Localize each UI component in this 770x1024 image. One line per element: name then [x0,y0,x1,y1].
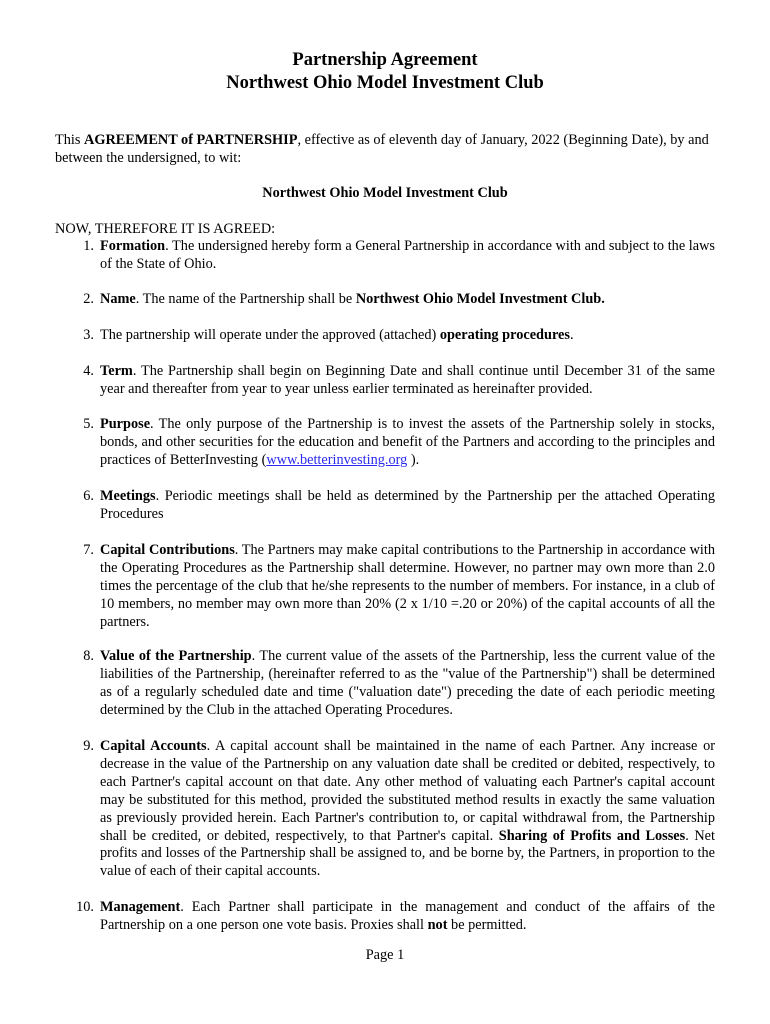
document-title: Partnership Agreement [292,50,478,70]
item-number: 1. [83,238,94,254]
item-text: . The name of the Partnership shall be [135,291,356,307]
list-item [55,291,715,309]
item-bold-text: operating procedures [439,327,570,343]
item-number: 3. [83,327,94,343]
list-item [55,542,715,632]
list-item [55,363,715,399]
item-bold-text: Northwest Ohio Model Investment Club. [355,291,605,307]
item-text: . A capital account shall be maintained in the name of each Partner. Any increase or decrease in the value of the Partnership on any valuation date shall be credited or debited, respectively, to each Partner's capital account on that date. Any other method of valuating each Partner's capital account may be substituted for this method, provided the substituted method results in exactly the same valuation as previously provided herein. Each Partner's contribution to, or capital withdrawal from, the Partnership shall be credited, or debited, respectively, to that Partner's capital. [100,738,715,844]
item-heading: Capital Accounts [100,738,207,754]
intro-rest: , effective as of eleventh day of January, 2022 (Beginning Date), by and between the undersigned, to wit: [55,132,709,166]
item-number: 6. [83,488,94,504]
item-number: 5. [83,416,94,432]
item-number: 10. [76,899,94,915]
item-heading: Purpose [100,416,151,432]
item-text: . The Partners may make capital contributions to the Partnership in accordance with the Operating Procedures as the Partnership shall determine. However, no partner may own more than 2.0 times the percentage of the club that he/she represents to the number of members. For instance, in a club of 10 members, no member may own more than 20% (2 x 1/10 =.20 or 20%) of the capital accounts of all the partners. [100,542,715,630]
betterinvesting-link[interactable]: www.betterinvesting.org [266,451,408,468]
item-heading: Value of the Partnership [100,648,252,664]
item-text: . The undersigned hereby form a General Partnership in accordance with and subject to the laws of the State of Ohio. [100,238,715,272]
item-text-end: ). [407,451,420,468]
item-heading: Formation [100,238,166,254]
item-heading: Meetings [100,488,156,504]
item-heading: Management [100,899,181,915]
item-number: 4. [83,363,94,379]
document-subtitle: Northwest Ohio Model Investment Club [226,73,544,93]
item-number: 2. [83,291,94,307]
item-number: 7. [83,542,94,558]
intro-paragraph [55,131,720,167]
item-text: . Each Partner shall participate in the management and conduct of the affairs of the Partnership on a one person one vote basis. Proxies shall [100,899,715,933]
list-item [55,648,715,720]
item-heading: Name [100,291,136,307]
item-text-end: . [569,327,574,343]
list-item [55,327,715,345]
agreed-heading: NOW, THEREFORE IT IS AGREED: [55,221,276,237]
list-item [55,738,715,881]
item-text-end: . Net profits and losses of the Partnership shall be assigned to, and be borne by, the Partners, in proportion to the value of each of their capital accounts. [100,827,715,880]
item-text: The partnership will operate under the approved (attached) [100,327,440,343]
item-text: . Periodic meetings shall be held as determined by the Partnership per the attached Operating Procedures [100,488,715,522]
item-heading: Term [100,363,133,379]
page-number: Page 1 [365,947,405,963]
item-bold-text: not [427,916,448,933]
item-number: 8. [83,648,94,664]
item-number: 9. [83,738,94,754]
item-text-end: be permitted. [447,916,527,933]
item-text: . The current value of the assets of the Partnership, less the current value of the liabilities of the Partnership, (hereinafter referred to as the "value of the Partnership") shall be determined as of a regularly scheduled date and time ("valuation date") preceding the date of each periodic meeting determined by the Club in the attached Operating Procedures. [100,648,715,718]
item-heading: Capital Contributions [100,542,235,558]
item-text: . The only purpose of the Partnership is to invest the assets of the Partnership solely in stocks, bonds, and other securities for the education and benefit of the Partners and according to the principles and practices of BetterInvesting ( [100,416,715,468]
list-item [55,416,715,470]
intro-bold: AGREEMENT of PARTNERSHIP [84,132,298,148]
list-item [55,899,715,935]
club-name-heading: Northwest Ohio Model Investment Club [262,185,508,201]
item-bold-text: Sharing of Profits and Losses [498,827,686,844]
item-text: . The Partnership shall begin on Beginning Date and shall continue until December 31 of the same year and thereafter from year to year unless earlier terminated as hereinafter provided. [100,363,715,397]
intro-prefix: This [55,132,84,148]
list-item [55,488,715,524]
list-item [55,238,715,274]
